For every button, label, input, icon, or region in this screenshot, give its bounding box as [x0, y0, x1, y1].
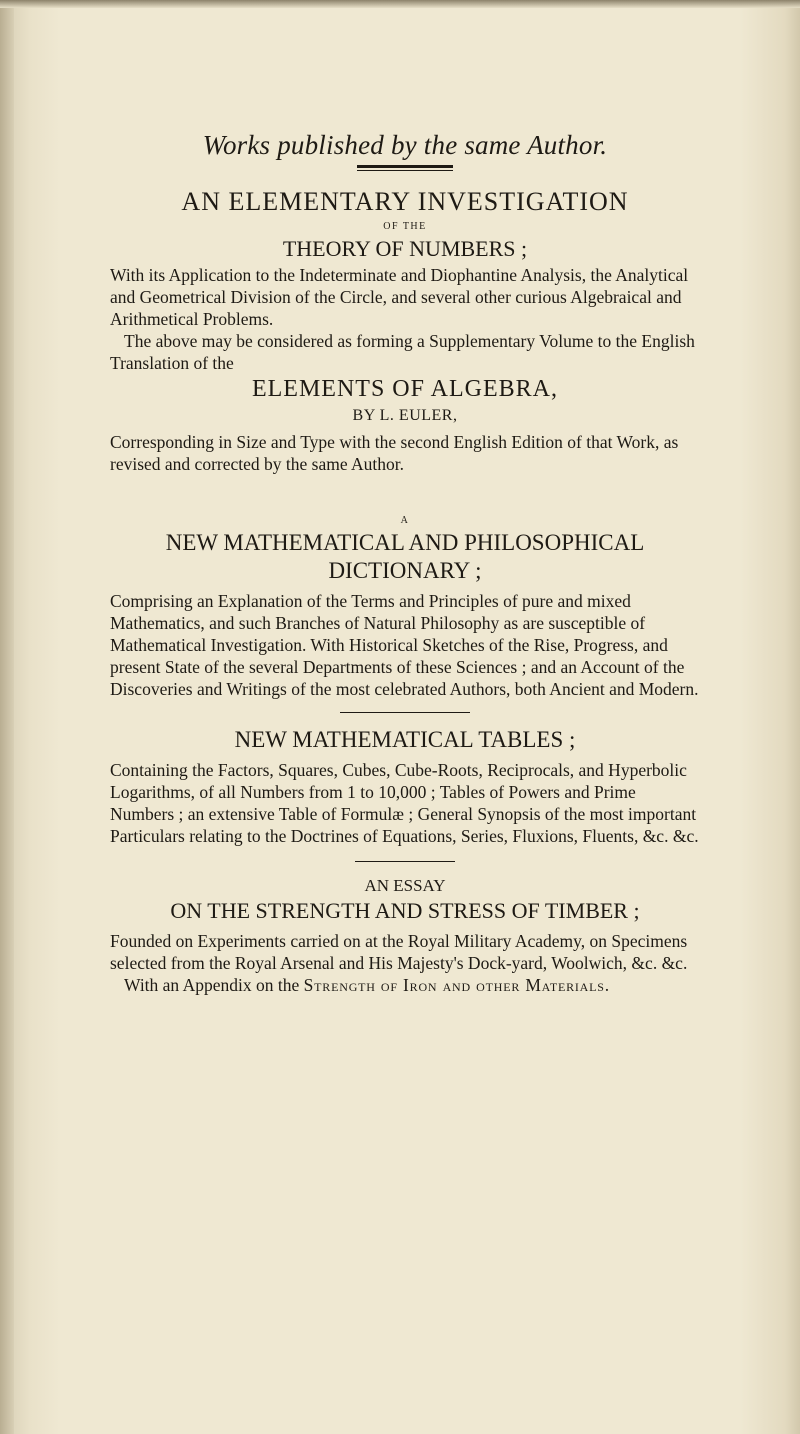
work-theory-of-numbers — [110, 187, 700, 475]
work-edition-note: Corresponding in Size and Type with the second English Edition of that Work, as revised and corrected by the same Author. — [110, 432, 679, 474]
work-mathematical-tables — [110, 727, 700, 847]
work-note: The above may be considered as forming a Supplementary Volume to the English Translation of the — [110, 331, 695, 373]
work-title: NEW MATHEMATICAL AND PHILOSOPHICAL — [165, 530, 645, 555]
advertisement-page — [110, 130, 700, 996]
work-title: AN ELEMENTARY INVESTIGATION — [181, 187, 629, 216]
author-byline: BY L. EULER, — [352, 407, 458, 424]
work-subtitle: DICTIONARY ; — [328, 558, 482, 583]
work-description: Comprising an Explanation of the Terms and Principles of pure and mixed Mathematics, and such Branches of Natural Philosophy as are susceptible of Mathematical Investigation. With Historical Sketches of the Rise, Progress, and present State of the several Departments of these Sciences ; and an Account of the Discoveries and Writings of the most celebrated Authors, both Ancient and Modern. — [110, 591, 699, 699]
title-pre: AN ESSAY — [364, 876, 446, 895]
work-subtitle: THEORY OF NUMBERS ; — [282, 236, 528, 261]
appendix-lead: With an Appendix on the — [124, 975, 304, 995]
related-title: ELEMENTS OF ALGEBRA, — [251, 376, 558, 402]
work-dictionary — [110, 515, 700, 700]
section-divider — [340, 712, 470, 713]
page-header: Works published by the same Author. — [202, 130, 608, 160]
work-description: With its Application to the Indeterminate and Diophantine Analysis, the Analytical and Geometrical Division of the Circle, and several other curious Algebraical and Arithmetical Problems. — [110, 265, 689, 329]
appendix-subject: Strength of Iron and other Materials. — [303, 975, 610, 995]
appendix-note — [110, 974, 700, 996]
work-title: NEW MATHEMATICAL TABLES ; — [234, 727, 576, 752]
work-strength-of-timber — [110, 876, 700, 996]
title-connector: OF THE — [383, 221, 427, 232]
work-description: Containing the Factors, Squares, Cubes, Cube-Roots, Reciprocals, and Hyperbolic Logarithms, of all Numbers from 1 to 10,000 ; Tables of Powers and Prime Numbers ; an extensive Table of Formulæ ; General Synopsis of the most important Particulars relating to the Doctrines of Equations, Series, Fluxions, Fluents, &c. &c. — [110, 760, 699, 846]
page-top-edge — [0, 0, 800, 8]
book-spine-shadow — [0, 0, 14, 1434]
work-description: Founded on Experiments carried on at the Royal Military Academy, on Specimens selected from the Royal Arsenal and His Majesty's Dock-yard, Woolwich, &c. &c. — [110, 931, 688, 973]
title-article: A — [400, 515, 410, 526]
section-divider — [355, 861, 455, 862]
work-title: ON THE STRENGTH AND STRESS OF TIMBER ; — [170, 898, 640, 923]
header-double-rule — [357, 165, 453, 171]
